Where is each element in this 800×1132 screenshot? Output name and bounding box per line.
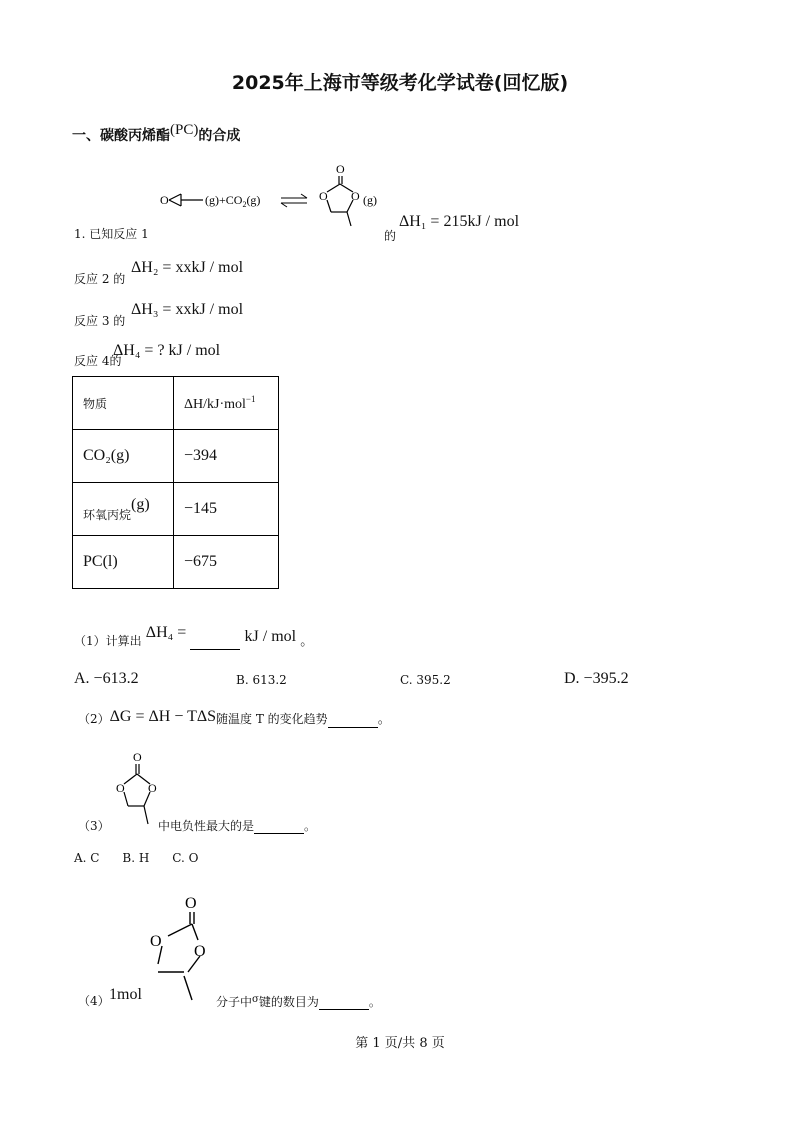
epoxide-oxygen: O — [160, 193, 169, 207]
eq-gas1: (g)+CO — [205, 193, 243, 207]
eq-sub: 2 — [242, 200, 247, 209]
eq-gas2: (g) — [246, 193, 261, 207]
sub1-question — [74, 624, 314, 650]
svg-text:(g)+CO2(g) — [205, 193, 260, 209]
table-row — [73, 430, 279, 483]
dh3-expr: ΔH₃ = xxkJ / mol — [131, 301, 244, 318]
table-cell-name: 环氧丙烷(g) — [73, 483, 174, 536]
pc-oxygen-right: O — [351, 189, 360, 203]
large-pc-oxygen-left: O — [150, 933, 162, 950]
r3-label: 反应 3 的 — [74, 314, 126, 328]
table-cell-value: −145 — [174, 483, 279, 536]
sub3-question — [158, 817, 316, 834]
table-cell-name: PC(l) — [73, 536, 174, 589]
sub4-end: 。 — [368, 995, 381, 1009]
q1-intro: 1. 已知反应 1 — [74, 227, 149, 241]
sub3-label: （3） — [78, 819, 110, 833]
sub3-end: 。 — [304, 819, 317, 833]
sub2-question — [78, 708, 391, 728]
enthalpy-table — [72, 376, 279, 589]
table-header-cell: 物质 — [73, 377, 174, 430]
large-pc-oxygen-right: O — [194, 943, 206, 960]
sub2-answer-blank — [328, 712, 378, 728]
equilibrium-arrow-icon — [281, 194, 307, 207]
sub4-label: （4） — [78, 994, 110, 1008]
table-cell-name: CO₂(g) — [73, 430, 174, 483]
sub1-answer-blank — [190, 634, 240, 650]
sub2-text: 随温度 T 的变化趋势 — [216, 712, 328, 726]
table-cell-value: −394 — [174, 430, 279, 483]
sub4-answer-blank — [319, 995, 369, 1010]
sub1-option-d: D. −395.2 — [564, 670, 629, 687]
section-paren-label: (PC) — [170, 122, 199, 138]
sub1-option-c: C. 395.2 — [400, 673, 451, 687]
sub1-option-b: B. 613.2 — [236, 673, 287, 687]
sub3-options — [74, 851, 198, 865]
sub1-end: 。 — [300, 634, 314, 649]
r2-label: 反应 2 的 — [74, 272, 126, 286]
sigma-symbol: σ — [252, 994, 259, 1005]
large-pc-oxygen-carbonyl: O — [185, 895, 197, 912]
pc-structure — [327, 176, 353, 226]
table-cell-value: −675 — [174, 536, 279, 589]
dh2-expr: ΔH₂ = xxkJ / mol — [131, 259, 244, 276]
section-heading — [72, 122, 240, 145]
r4-label: 反应 4的 — [74, 354, 122, 368]
sub4-question — [216, 993, 381, 1010]
sub2-end: 。 — [377, 712, 391, 727]
table-row — [73, 483, 279, 536]
sub4-text-a: 分子中 — [216, 995, 253, 1009]
sub3-answer-blank — [254, 819, 304, 834]
pc-structure-large — [140, 888, 220, 1006]
epoxide-structure — [169, 194, 203, 206]
table-header-row — [73, 377, 279, 430]
small-pc-oxygen-left: O — [116, 781, 125, 795]
page-title: 2025年上海市等级考化学试卷(回忆版) — [231, 72, 569, 94]
section-suffix: 的合成 — [198, 128, 241, 144]
sub2-expr: ΔG = ΔH − TΔS — [109, 708, 217, 725]
dh1-expr: ΔH₁ = 215kJ / mol — [399, 213, 520, 230]
sub1-option-a: A. −613.2 — [74, 670, 139, 687]
pc-state-label: (g) — [363, 193, 377, 207]
pc-oxygen-left: O — [319, 189, 328, 203]
sub4-text-b: 键的数目为 — [258, 995, 319, 1009]
reaction1-equation-diagram — [155, 160, 395, 235]
sub4-mol: 1mol — [109, 986, 142, 1003]
sub1-unit: kJ / mol — [244, 628, 297, 645]
sub3-option-a: A. C — [74, 851, 100, 865]
section-prefix: 一、碳酸丙烯酯 — [72, 128, 170, 144]
q1-de: 的 — [384, 229, 397, 243]
pc-oxygen-carbonyl: O — [336, 162, 345, 176]
small-pc-oxygen-right: O — [148, 781, 157, 795]
small-pc-oxygen-carbonyl: O — [133, 750, 142, 764]
sub1-label: （1）计算出 — [74, 634, 142, 648]
sub3-option-b: B. H — [122, 851, 150, 865]
dh4-expr: ΔH₄ = ? kJ / mol — [113, 342, 221, 359]
sub2-label: （2） — [78, 712, 110, 726]
page-footer: 第 1 页/共 8 页 — [355, 1036, 445, 1051]
table-row — [73, 536, 279, 589]
sub3-option-c: C. O — [172, 851, 199, 865]
sub3-text: 中电负性最大的是 — [158, 819, 255, 833]
table-header-cell: ΔH/kJ·mol$^{-1}$ — [174, 377, 279, 430]
sub1-expr: ΔH₄ = — [145, 624, 187, 641]
